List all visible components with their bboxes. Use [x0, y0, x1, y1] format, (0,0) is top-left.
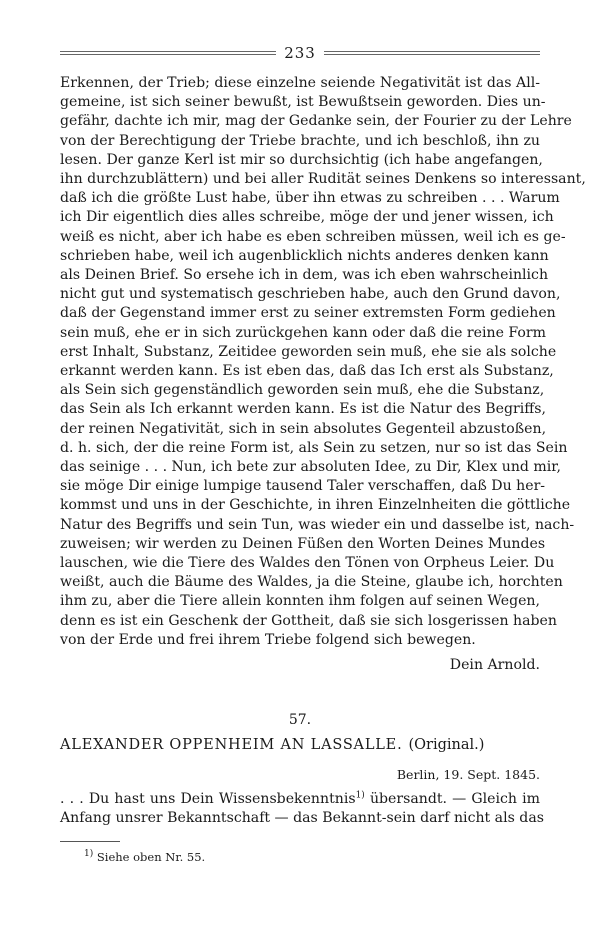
text-line: lauschen, wie die Tiere des Waldes den Tönen von Orpheus Leier. Du [60, 555, 555, 572]
text-line: nicht gut und systematisch geschrieben habe, auch den Grund davon, [60, 286, 561, 303]
text-line: gefähr, dachte ich mir, mag der Gedanke sein, der Fourier zu der Lehre [60, 113, 572, 130]
text-line: weiß es nicht, aber ich habe es eben schreiben müssen, weil ich es ge- [60, 228, 566, 245]
text-line: schrieben habe, weil ich augenblicklich nichts anderes denken kann [60, 247, 549, 264]
letter-line-1-rest: übersandt. — Gleich im [364, 791, 540, 807]
text-line: ich Dir eigentlich dies alles schreibe, möge der und jener wissen, ich [60, 209, 554, 226]
text-line: d. h. sich, der die reine Form ist, als Sein zu setzen, nur so ist das Sein [60, 439, 568, 456]
text-line: sein muß, ehe er in sich zurückgehen kann oder daß die reine Form [60, 324, 546, 341]
text-line: erst Inhalt, Substanz, Zeitidee geworden sein muß, ehe sie als solche [60, 343, 557, 360]
text-line: ihn durchzublättern) und bei aller Rudität seines Denkens so interessant, [60, 171, 586, 188]
text-line: als Sein sich gegenständlich geworden sein muß, ehe die Substanz, [60, 382, 545, 399]
text-line: der reinen Negativität, sich in sein absolutes Gegenteil abzustoßen, [60, 420, 547, 437]
text-line: von der Erde und frei ihrem Triebe folgend sich bewegen. [60, 631, 476, 648]
text-line: daß ich die größte Lust habe, über ihn etwas zu schreiben . . . Warum [60, 190, 560, 207]
letter-56-body [60, 74, 586, 675]
text-line: als Deinen Brief. So ersehe ich in dem, was ich eben wahrscheinlich [60, 267, 549, 284]
text-line: gemeine, ist sich seiner bewußt, ist Bewußtsein geworden. Dies un- [60, 94, 546, 111]
text-line: zuweisen; wir werden zu Deinen Füßen den Worten Deines Mundes [60, 535, 546, 552]
signature: Dein Arnold. [449, 657, 540, 674]
footnote-text: Siehe oben Nr. 55. [96, 850, 206, 864]
body-lines [60, 74, 586, 650]
letter-line-2: Anfang unsrer Bekanntschaft — das Bekannt-sein darf nicht als das [60, 810, 544, 827]
text-line: erkannt werden kann. Es ist eben das, daß das Ich erst als Substanz, [60, 363, 554, 380]
footnote-marker: 1) [84, 849, 94, 860]
text-line: weißt, auch die Bäume des Waldes, ja die Steine, glaube ich, horchten [60, 574, 563, 591]
text-line: sie möge Dir einige lumpige tausend Taler verschaffen, daß Du her- [60, 478, 546, 495]
place-date: Berlin, 19. Sept. 1845. [396, 767, 540, 782]
text-line: daß der Gegenstand immer erst zu seiner extremsten Form gediehen [60, 305, 556, 322]
header-rule-left [60, 51, 276, 55]
text-line: von der Berechtigung der Triebe brachte, und ich beschloß, ihn zu [60, 132, 540, 149]
letter-number: 57. [288, 712, 312, 728]
letter-line-1-text: . . . Du hast uns Dein Wissensbekenntnis [60, 791, 356, 807]
header-rule-right [324, 51, 540, 55]
letter-57-body [60, 790, 544, 828]
footnote [84, 850, 205, 864]
text-line: Natur des Begriffs und sein Tun, was wieder ein und dasselbe ist, nach- [60, 516, 575, 533]
letter-line-1 [60, 790, 540, 809]
footnote-ref: 1) [355, 790, 365, 801]
page-header [60, 44, 540, 62]
page-number: 233 [284, 44, 316, 62]
original-note: (Original.) [408, 737, 485, 753]
text-line: kommst und uns in der Geschichte, in ihren Einzelnheiten die göttliche [60, 497, 571, 514]
text-line: lesen. Der ganze Kerl ist mir so durchsichtig (ich habe angefangen, [60, 151, 543, 168]
letter-heading [60, 737, 540, 753]
text-line: Erkennen, der Trieb; diese einzelne seiende Negativität ist das All- [60, 75, 540, 91]
letter-title: ALEXANDER OPPENHEIM AN LASSALLE. [60, 737, 403, 753]
text-line: das Sein als Ich erkannt werden kann. Es ist die Natur des Begriffs, [60, 401, 546, 418]
text-line: denn es ist ein Geschenk der Gottheit, daß sie sich losgerissen haben [60, 612, 557, 629]
footnote-rule [60, 841, 120, 842]
text-line: ihm zu, aber die Tiere allein konnten ihm folgen auf seinen Wegen, [60, 593, 540, 610]
text-line: das seinige . . . Nun, ich bete zur absoluten Idee, zu Dir, Klex und mir, [60, 459, 561, 476]
